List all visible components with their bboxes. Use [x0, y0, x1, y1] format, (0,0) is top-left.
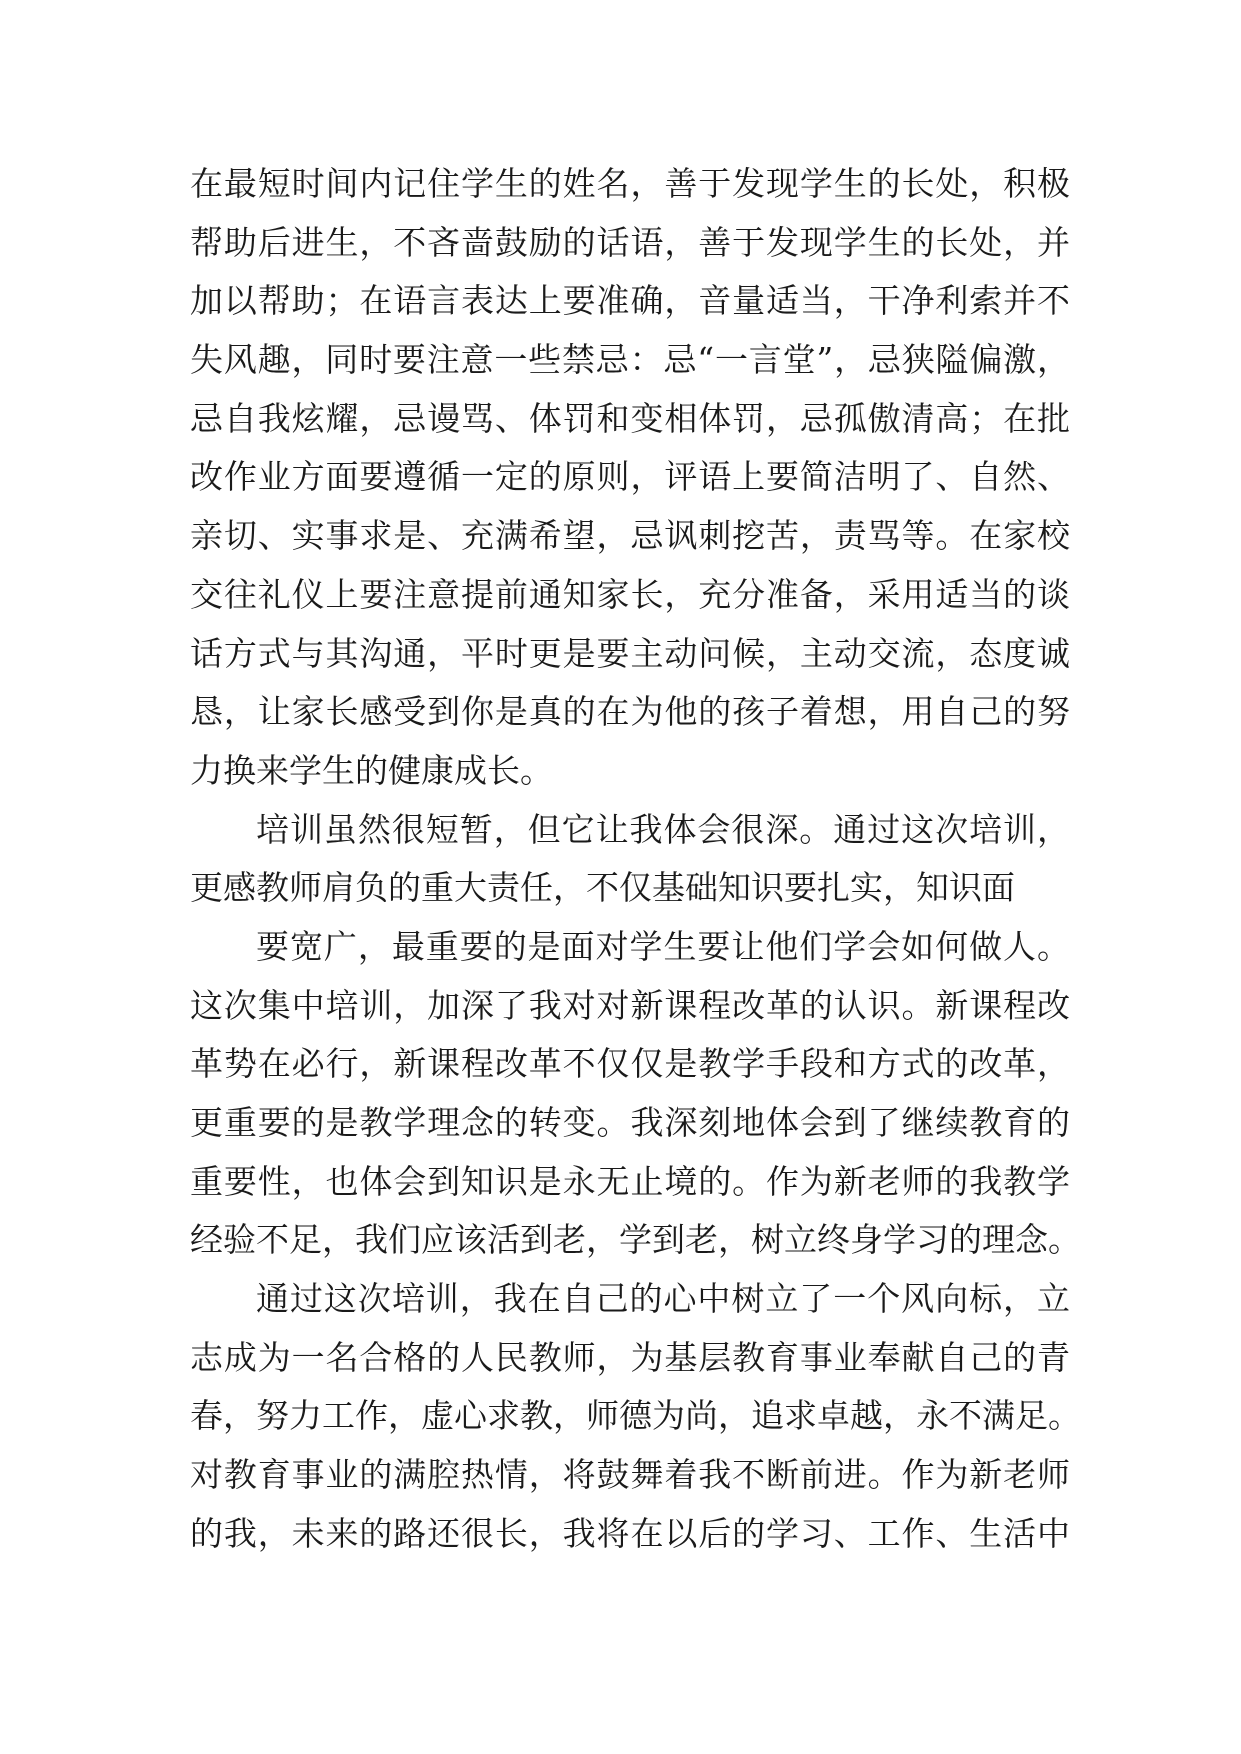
text-line: 更重要的是教学理念的转变。我深刻地体会到了继续教育的 — [190, 1103, 1070, 1142]
text-line: 这次集中培训，加深了我对对新课程改革的认识。新课程改 — [190, 985, 1070, 1025]
text-line: 春，努力工作，虚心求教，师德为尚，追求卓越，永不满足。 — [190, 1396, 1081, 1436]
text-line: 话方式与其沟通，平时更是要主动问候，主动交流，态度诚 — [190, 633, 1070, 673]
text-line: 的我，未来的路还很长，我将在以后的学习、工作、生活中 — [190, 1513, 1070, 1553]
text-line: 培训虽然很短暂，但它让我体会很深。通过这次培训， — [256, 809, 1070, 849]
text-line: 革势在必行，新课程改革不仅仅是教学手段和方式的改革， — [190, 1044, 1070, 1084]
text-line: 失风趣，同时要注意一些禁忌：忌“一言堂”，忌狭隘偏激， — [190, 340, 1070, 380]
text-line: 经验不足，我们应该活到老，学到老，树立终身学习的理念。 — [190, 1220, 1081, 1260]
text-line: 交往礼仪上要注意提前通知家长，充分准备，采用适当的谈 — [190, 574, 1070, 614]
text-line: 改作业方面要遵循一定的原则，评语上要简洁明了、自然、 — [190, 457, 1070, 497]
text-line: 对教育事业的满腔热情，将鼓舞着我不断前进。作为新老师 — [190, 1455, 1070, 1495]
text-line: 志成为一名合格的人民教师，为基层教育事业奉献自己的青 — [190, 1337, 1070, 1377]
text-line: 忌自我炫耀，忌谩骂、体罚和变相体罚，忌孤傲清高；在批 — [190, 398, 1070, 438]
text-line: 要宽广，最重要的是面对学生要让他们学会如何做人。 — [256, 926, 1070, 966]
text-line: 通过这次培训，我在自己的心中树立了一个风向标，立 — [256, 1279, 1070, 1319]
text-line: 加以帮助；在语言表达上要准确，音量适当，干净利索并不 — [190, 281, 1070, 321]
text-line: 恳，让家长感受到你是真的在为他的孩子着想，用自己的努 — [190, 692, 1070, 732]
text-line: 在最短时间内记住学生的姓名，善于发现学生的长处，积极 — [190, 164, 1070, 203]
text-line: 亲切、实事求是、充满希望，忌讽刺挖苦，责骂等。在家校 — [190, 516, 1070, 556]
text-line: 力换来学生的健康成长。 — [190, 750, 553, 790]
text-line: 更感教师肩负的重大责任，不仅基础知识要扎实，知识面 — [190, 868, 1015, 908]
document-body — [190, 155, 1081, 1564]
text-line: 重要性，也体会到知识是永无止境的。作为新老师的我教学 — [190, 1161, 1070, 1201]
text-line: 帮助后进生，不吝啬鼓励的话语，善于发现学生的长处，并 — [190, 222, 1070, 262]
